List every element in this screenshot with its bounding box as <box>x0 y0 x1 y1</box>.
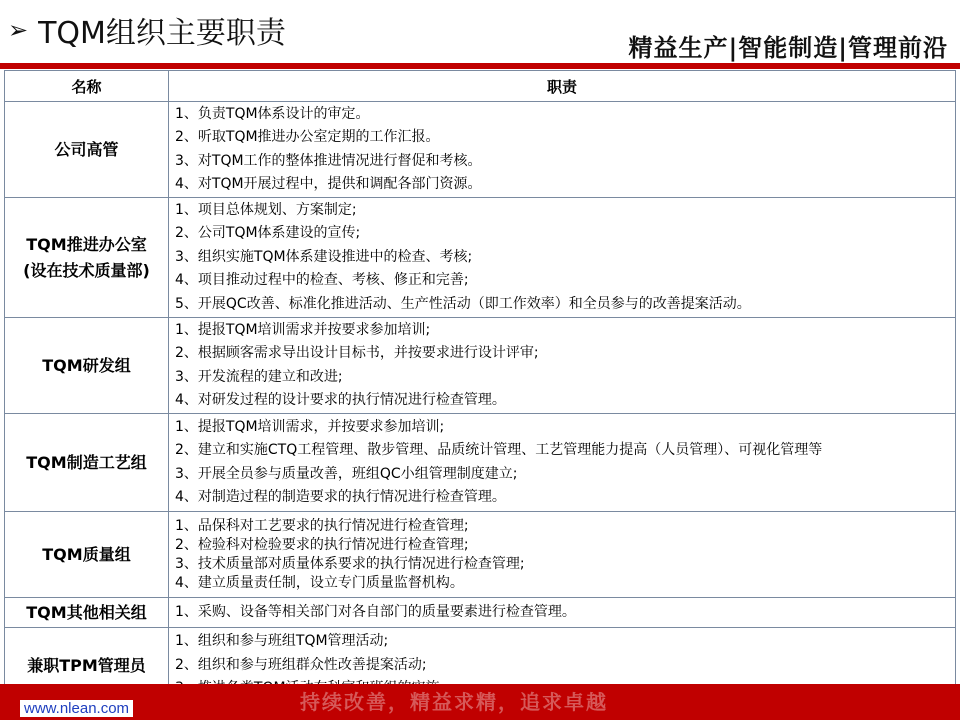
row-duties <box>169 512 956 598</box>
duty-line: 1、项目总体规划、方案制定; <box>175 201 357 218</box>
table-row <box>5 512 956 598</box>
row-name: 公司高管 <box>5 102 169 198</box>
duty-line: 3、技术质量部对质量体系要求的执行情况进行检查管理; <box>175 555 525 572</box>
row-duties <box>169 414 956 512</box>
row-name: TQM其他相关组 <box>5 598 169 628</box>
row-name: 兼职TPM管理员 <box>5 628 169 704</box>
duty-line: 1、负责TQM体系设计的审定。 <box>175 105 370 122</box>
duty-line: 1、组织和参与班组TQM管理活动; <box>175 633 389 650</box>
duty-line: 3、对TQM工作的整体推进情况进行督促和考核。 <box>175 152 482 169</box>
table-header-row <box>5 71 956 102</box>
tagline: 精益生产|智能制造|管理前沿 <box>628 34 948 62</box>
duty-line: 4、建立质量责任制，设立专门质量监督机构。 <box>175 574 464 591</box>
duty-line: 2、根据顾客需求导出设计目标书，并按要求进行设计评审; <box>175 345 539 361</box>
duty-line: 1、品保科对工艺要求的执行情况进行检查管理; <box>175 517 469 534</box>
duty-line: 2、听取TQM推进办公室定期的工作汇报。 <box>175 129 440 145</box>
duty-line: 3、开发流程的建立和改进; <box>175 368 343 385</box>
footer-slogan: 持续改善，精益求精，追求卓越 <box>300 690 608 714</box>
header-name: 名称 <box>5 71 169 102</box>
row-duties <box>169 598 956 628</box>
row-duties <box>169 318 956 414</box>
duty-line: 5、开展QC改善、标准化推进活动、生产性活动（即工作效率）和全员参与的改善提案活动。 <box>175 295 751 312</box>
duty-line: 2、建立和实施CTQ工程管理、散步管理、品质统计管理、工艺管理能力提高（人员管理）、可视化管理等 <box>175 442 823 458</box>
duty-line: 1、采购、设备等相关部门对各自部门的质量要素进行检查管理。 <box>175 603 576 620</box>
responsibility-table <box>4 70 956 704</box>
page-title <box>8 10 286 50</box>
table-row <box>5 414 956 512</box>
duty-line: 3、组织实施TQM体系建设推进中的检查、考核; <box>175 248 473 265</box>
duty-line: 2、公司TQM体系建设的宣传; <box>175 225 361 242</box>
duty-line: 4、对TQM开展过程中，提供和调配各部门资源。 <box>175 176 482 192</box>
row-name: TQM质量组 <box>5 512 169 598</box>
duty-line: 1、提报TQM培训需求并按要求参加培训; <box>175 321 431 338</box>
row-duties <box>169 198 956 318</box>
row-name: TQM推进办公室 (设在技术质量部) <box>5 198 169 318</box>
top-accent-bar <box>0 63 960 69</box>
footer-url: www.nlean.com <box>20 700 133 717</box>
table-row <box>5 198 956 318</box>
table-row <box>5 318 956 414</box>
title-text: TQM组织主要职责 <box>38 16 286 51</box>
arrow-bullet-icon: ➢ <box>8 16 29 44</box>
table-row <box>5 102 956 198</box>
header-duties: 职责 <box>169 71 956 102</box>
duty-line: 4、对制造过程的制造要求的执行情况进行检查管理。 <box>175 489 506 505</box>
duty-line: 2、检验科对检验要求的执行情况进行检查管理; <box>175 536 469 553</box>
duty-line: 3、开展全员参与质量改善，班组QC小组管理制度建立; <box>175 465 518 482</box>
row-name: TQM研发组 <box>5 318 169 414</box>
duty-line: 2、组织和参与班组群众性改善提案活动; <box>175 656 427 673</box>
row-duties <box>169 102 956 198</box>
table-row <box>5 598 956 628</box>
row-name: TQM制造工艺组 <box>5 414 169 512</box>
duty-line: 1、提报TQM培训需求，并按要求参加培训; <box>175 418 445 435</box>
duty-line: 4、对研发过程的设计要求的执行情况进行检查管理。 <box>175 392 506 408</box>
duty-line: 4、项目推动过程中的检查、考核、修正和完善; <box>175 272 469 289</box>
